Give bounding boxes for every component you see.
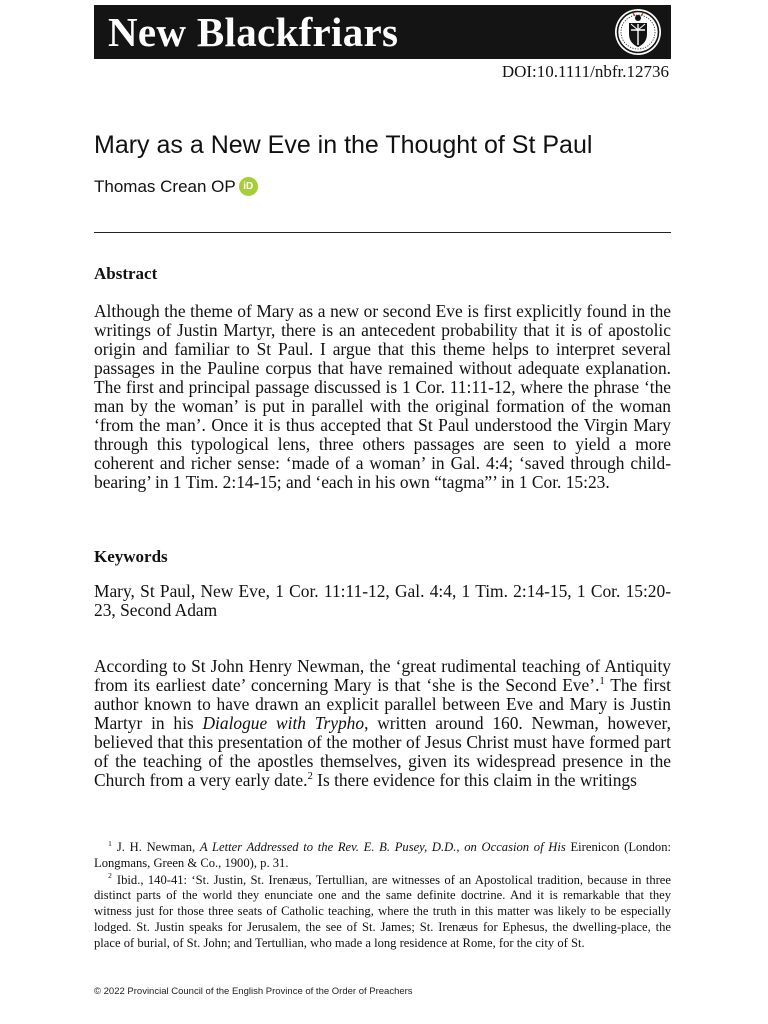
orcid-icon[interactable]: iD bbox=[239, 177, 258, 196]
footnote-text: J. H. Newman, bbox=[116, 840, 200, 854]
footnote-ref-1[interactable]: 1 bbox=[599, 675, 605, 688]
abstract-heading: Abstract bbox=[94, 264, 158, 283]
footnote-number: 2 bbox=[108, 871, 112, 881]
footnote-2 bbox=[94, 873, 671, 952]
body-text-segment: Is there evidence for this claim in the writings bbox=[312, 770, 637, 790]
copyright-notice: © 2022 Provincial Council of the English Province of the Order of Preachers bbox=[94, 986, 413, 997]
footnote-1 bbox=[94, 840, 671, 872]
dominican-seal-icon bbox=[614, 8, 662, 56]
author-name[interactable]: Thomas Crean OP bbox=[94, 177, 236, 196]
work-title-italic: Dialogue with Trypho bbox=[202, 713, 365, 733]
article-title: Mary as a New Eve in the Thought of St Paul bbox=[94, 131, 593, 159]
body-text-segment: , written around 160. Newman, however, believed that this presentation of the mother of Jesus Christ must have formed part of the teaching of the apostles themselves, given its widespread presence in the Church from a very early date. bbox=[94, 713, 672, 790]
footnote-number: 1 bbox=[108, 838, 112, 848]
journal-masthead bbox=[94, 5, 671, 59]
body-paragraph bbox=[94, 657, 671, 790]
body-text-segment: The first author known to have drawn an explicit parallel between Eve and Mary is Justin Martyr in his bbox=[94, 675, 672, 733]
keywords-heading: Keywords bbox=[94, 547, 168, 566]
footnote-ref-2[interactable]: 2 bbox=[307, 770, 313, 783]
body-text-segment: According to St John Henry Newman, the ‘great rudimental teaching of Antiquity from its earliest date’ concerning Mary is that ‘she is the Second Eve’. bbox=[94, 656, 671, 695]
footnote-italic: A Letter Addressed to the Rev. E. B. Pusey, D.D., on Occasion of His bbox=[199, 840, 566, 854]
title-divider bbox=[94, 232, 671, 233]
journal-name: New Blackfriars bbox=[108, 9, 399, 55]
abstract-text: Although the theme of Mary as a new or second Eve is first explicitly found in the writings of Justin Martyr, there is an antecedent probability that it is of apostolic origin and familiar to St Paul. I argue that this theme helps to interpret several passages in the Pauline corpus that have remained without adequate explanation. The first and principal passage discussed is 1 Cor. 11:11-12, where the phrase ‘the man by the woman’ is put in parallel with the original formation of the woman ‘from the man’. Once it is thus accepted that St Paul understood the Virgin Mary through this typological lens, three others passages are seen to yield a more coherent and richer sense: ‘made of a woman’ in Gal. 4:4; ‘saved through child-bearing’ in 1 Tim. 2:14-15; and ‘each in his own “tagma”’ in 1 Cor. 15:23. bbox=[94, 301, 671, 492]
doi[interactable]: DOI:10.1111/nbfr.12736 bbox=[501, 62, 669, 81]
footnote-text: Ibid., 140-41: ‘St. Justin, St. Irenæus, Tertullian, are witnesses of an Apostolical tradition, because in three distinct parts of the world they enunciate one and the same definite doctrine. And it is remarkable that they witness just for those three seats of Catholic teaching, where the truth in this matter was likely to be especially lodged. St. Justin speaks for Jerusalem, the see of St. James; St. Irenæus for Ephesus, the dwelling-place, the place of burial, of St. John; and Tertullian, who made a long residence at Rome, for the city of St. bbox=[94, 872, 671, 950]
footnote-text: Eirenicon (London: Longmans, Green & Co., 1900), p. 31. bbox=[94, 840, 671, 870]
keywords-text: Mary, St Paul, New Eve, 1 Cor. 11:11-12, Gal. 4:4, 1 Tim. 2:14-15, 1 Cor. 15:20-23, Second Adam bbox=[94, 581, 671, 620]
author-line bbox=[94, 176, 258, 198]
footnotes bbox=[94, 840, 671, 953]
